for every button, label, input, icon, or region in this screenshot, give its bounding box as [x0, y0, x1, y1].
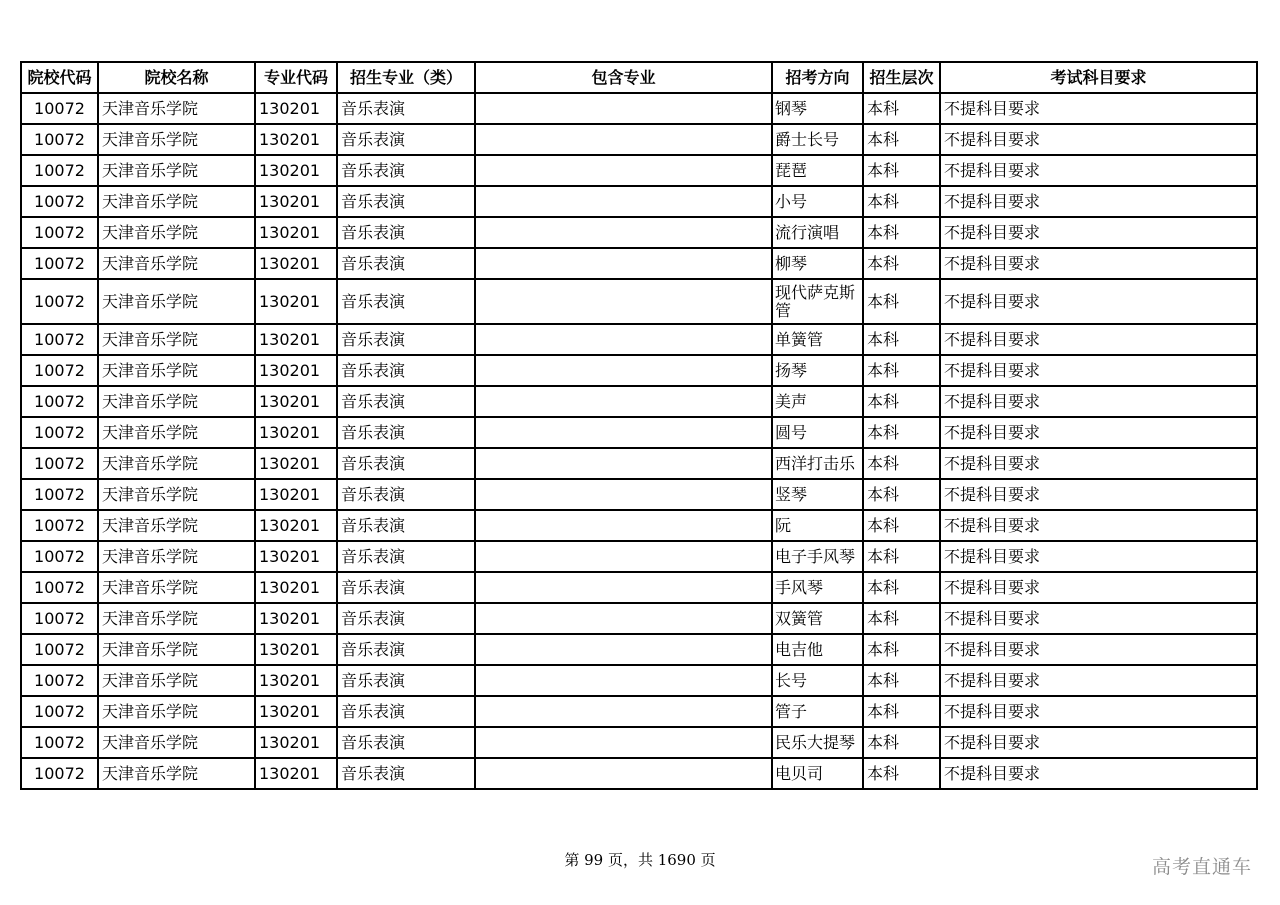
cell-major-name: 音乐表演 — [337, 758, 475, 789]
cell-direction: 扬琴 — [772, 355, 863, 386]
cell-direction: 美声 — [772, 386, 863, 417]
cell-included-majors — [475, 448, 772, 479]
cell-subject-requirement: 不提科目要求 — [940, 634, 1257, 665]
cell-included-majors — [475, 696, 772, 727]
cell-major-name: 音乐表演 — [337, 448, 475, 479]
cell-school-name: 天津音乐学院 — [98, 324, 255, 355]
page-number: 第 99 页，共 1690 页 — [564, 851, 716, 869]
header-row — [21, 62, 1257, 93]
cell-direction: 民乐大提琴 — [772, 727, 863, 758]
cell-subject-requirement: 不提科目要求 — [940, 603, 1257, 634]
cell-major-name: 音乐表演 — [337, 124, 475, 155]
watermark-logo-text: 高考直通车 — [1151, 856, 1252, 878]
cell-school-name: 天津音乐学院 — [98, 248, 255, 279]
cell-major-code: 130201 — [255, 248, 337, 279]
cell-school-code: 10072 — [21, 510, 98, 541]
cell-level: 本科 — [863, 541, 940, 572]
table-row — [21, 696, 1257, 727]
cell-school-code: 10072 — [21, 634, 98, 665]
cell-school-code: 10072 — [21, 696, 98, 727]
cell-level: 本科 — [863, 510, 940, 541]
cell-included-majors — [475, 248, 772, 279]
cell-school-code: 10072 — [21, 758, 98, 789]
table-row — [21, 93, 1257, 124]
cell-included-majors — [475, 155, 772, 186]
cell-direction: 电子手风琴 — [772, 541, 863, 572]
cell-major-name: 音乐表演 — [337, 155, 475, 186]
table-row — [21, 572, 1257, 603]
table-row — [21, 665, 1257, 696]
cell-level: 本科 — [863, 665, 940, 696]
cell-school-code: 10072 — [21, 603, 98, 634]
cell-school-code: 10072 — [21, 417, 98, 448]
cell-major-code: 130201 — [255, 479, 337, 510]
cell-school-name: 天津音乐学院 — [98, 634, 255, 665]
header-level: 招生层次 — [863, 62, 940, 93]
cell-school-name: 天津音乐学院 — [98, 386, 255, 417]
cell-subject-requirement: 不提科目要求 — [940, 386, 1257, 417]
cell-major-name: 音乐表演 — [337, 479, 475, 510]
cell-major-name: 音乐表演 — [337, 186, 475, 217]
cell-direction: 圆号 — [772, 417, 863, 448]
cell-level: 本科 — [863, 355, 940, 386]
table-row — [21, 448, 1257, 479]
cell-level: 本科 — [863, 417, 940, 448]
cell-subject-requirement: 不提科目要求 — [940, 758, 1257, 789]
cell-major-code: 130201 — [255, 279, 337, 324]
cell-included-majors — [475, 417, 772, 448]
cell-major-name: 音乐表演 — [337, 665, 475, 696]
cell-school-code: 10072 — [21, 217, 98, 248]
cell-school-name: 天津音乐学院 — [98, 355, 255, 386]
cell-subject-requirement: 不提科目要求 — [940, 572, 1257, 603]
cell-subject-requirement: 不提科目要求 — [940, 510, 1257, 541]
header-major-name: 招生专业（类） — [337, 62, 475, 93]
cell-subject-requirement: 不提科目要求 — [940, 417, 1257, 448]
cell-level: 本科 — [863, 603, 940, 634]
cell-level: 本科 — [863, 248, 940, 279]
cell-school-code: 10072 — [21, 448, 98, 479]
header-school-code: 院校代码 — [21, 62, 98, 93]
cell-level: 本科 — [863, 324, 940, 355]
table-row — [21, 217, 1257, 248]
cell-major-code: 130201 — [255, 417, 337, 448]
cell-direction: 阮 — [772, 510, 863, 541]
cell-major-code: 130201 — [255, 541, 337, 572]
cell-subject-requirement: 不提科目要求 — [940, 186, 1257, 217]
cell-included-majors — [475, 727, 772, 758]
table-row — [21, 324, 1257, 355]
cell-subject-requirement: 不提科目要求 — [940, 727, 1257, 758]
cell-major-name: 音乐表演 — [337, 603, 475, 634]
table-row — [21, 510, 1257, 541]
cell-included-majors — [475, 634, 772, 665]
cell-level: 本科 — [863, 448, 940, 479]
cell-major-code: 130201 — [255, 634, 337, 665]
cell-subject-requirement: 不提科目要求 — [940, 355, 1257, 386]
table-row — [21, 758, 1257, 789]
cell-major-name: 音乐表演 — [337, 541, 475, 572]
cell-major-code: 130201 — [255, 217, 337, 248]
cell-level: 本科 — [863, 727, 940, 758]
cell-major-name: 音乐表演 — [337, 93, 475, 124]
cell-direction: 爵士长号 — [772, 124, 863, 155]
table-row — [21, 355, 1257, 386]
cell-school-code: 10072 — [21, 386, 98, 417]
cell-school-code: 10072 — [21, 479, 98, 510]
cell-school-name: 天津音乐学院 — [98, 665, 255, 696]
cell-included-majors — [475, 124, 772, 155]
cell-level: 本科 — [863, 696, 940, 727]
cell-subject-requirement: 不提科目要求 — [940, 324, 1257, 355]
cell-level: 本科 — [863, 155, 940, 186]
cell-school-name: 天津音乐学院 — [98, 217, 255, 248]
cell-included-majors — [475, 572, 772, 603]
cell-direction: 流行演唱 — [772, 217, 863, 248]
cell-school-name: 天津音乐学院 — [98, 155, 255, 186]
cell-major-code: 130201 — [255, 727, 337, 758]
cell-included-majors — [475, 217, 772, 248]
cell-included-majors — [475, 186, 772, 217]
cell-direction: 单簧管 — [772, 324, 863, 355]
cell-level: 本科 — [863, 479, 940, 510]
cell-included-majors — [475, 279, 772, 324]
cell-level: 本科 — [863, 217, 940, 248]
table-row — [21, 541, 1257, 572]
cell-subject-requirement: 不提科目要求 — [940, 93, 1257, 124]
cell-subject-requirement: 不提科目要求 — [940, 217, 1257, 248]
header-included-majors: 包含专业 — [475, 62, 772, 93]
cell-level: 本科 — [863, 572, 940, 603]
cell-major-code: 130201 — [255, 510, 337, 541]
cell-major-name: 音乐表演 — [337, 386, 475, 417]
cell-major-code: 130201 — [255, 93, 337, 124]
cell-subject-requirement: 不提科目要求 — [940, 696, 1257, 727]
cell-included-majors — [475, 510, 772, 541]
cell-subject-requirement: 不提科目要求 — [940, 279, 1257, 324]
header-school-name: 院校名称 — [98, 62, 255, 93]
cell-level: 本科 — [863, 634, 940, 665]
cell-direction: 竖琴 — [772, 479, 863, 510]
cell-subject-requirement: 不提科目要求 — [940, 448, 1257, 479]
cell-level: 本科 — [863, 279, 940, 324]
cell-school-name: 天津音乐学院 — [98, 93, 255, 124]
table-row — [21, 155, 1257, 186]
cell-level: 本科 — [863, 93, 940, 124]
enrollment-table — [20, 61, 1258, 790]
cell-major-name: 音乐表演 — [337, 417, 475, 448]
cell-level: 本科 — [863, 386, 940, 417]
cell-major-name: 音乐表演 — [337, 355, 475, 386]
cell-direction: 钢琴 — [772, 93, 863, 124]
cell-included-majors — [475, 93, 772, 124]
cell-major-code: 130201 — [255, 355, 337, 386]
table-row — [21, 479, 1257, 510]
cell-subject-requirement: 不提科目要求 — [940, 665, 1257, 696]
cell-school-code: 10072 — [21, 248, 98, 279]
cell-school-name: 天津音乐学院 — [98, 541, 255, 572]
cell-school-code: 10072 — [21, 93, 98, 124]
cell-school-code: 10072 — [21, 572, 98, 603]
cell-included-majors — [475, 324, 772, 355]
cell-included-majors — [475, 665, 772, 696]
cell-school-code: 10072 — [21, 355, 98, 386]
cell-school-name: 天津音乐学院 — [98, 417, 255, 448]
cell-major-name: 音乐表演 — [337, 634, 475, 665]
cell-major-code: 130201 — [255, 386, 337, 417]
cell-school-code: 10072 — [21, 186, 98, 217]
cell-subject-requirement: 不提科目要求 — [940, 155, 1257, 186]
cell-level: 本科 — [863, 186, 940, 217]
cell-direction: 琵琶 — [772, 155, 863, 186]
cell-major-code: 130201 — [255, 572, 337, 603]
cell-school-code: 10072 — [21, 541, 98, 572]
cell-included-majors — [475, 541, 772, 572]
cell-subject-requirement: 不提科目要求 — [940, 541, 1257, 572]
header-major-code: 专业代码 — [255, 62, 337, 93]
header-direction: 招考方向 — [772, 62, 863, 93]
table-row — [21, 727, 1257, 758]
cell-level: 本科 — [863, 124, 940, 155]
table-row — [21, 386, 1257, 417]
cell-school-name: 天津音乐学院 — [98, 758, 255, 789]
cell-major-name: 音乐表演 — [337, 248, 475, 279]
cell-major-code: 130201 — [255, 603, 337, 634]
cell-school-code: 10072 — [21, 279, 98, 324]
cell-major-code: 130201 — [255, 155, 337, 186]
table-body — [21, 93, 1257, 789]
cell-school-name: 天津音乐学院 — [98, 603, 255, 634]
cell-school-name: 天津音乐学院 — [98, 510, 255, 541]
cell-school-code: 10072 — [21, 324, 98, 355]
table-row — [21, 634, 1257, 665]
table-row — [21, 603, 1257, 634]
cell-direction: 双簧管 — [772, 603, 863, 634]
table-row — [21, 248, 1257, 279]
cell-school-name: 天津音乐学院 — [98, 696, 255, 727]
cell-major-code: 130201 — [255, 696, 337, 727]
cell-major-code: 130201 — [255, 324, 337, 355]
cell-school-code: 10072 — [21, 124, 98, 155]
cell-subject-requirement: 不提科目要求 — [940, 124, 1257, 155]
cell-school-code: 10072 — [21, 155, 98, 186]
cell-major-code: 130201 — [255, 448, 337, 479]
cell-major-code: 130201 — [255, 124, 337, 155]
cell-subject-requirement: 不提科目要求 — [940, 248, 1257, 279]
cell-major-name: 音乐表演 — [337, 217, 475, 248]
cell-major-code: 130201 — [255, 758, 337, 789]
table-row — [21, 279, 1257, 324]
cell-level: 本科 — [863, 758, 940, 789]
cell-direction: 柳琴 — [772, 248, 863, 279]
cell-school-code: 10072 — [21, 665, 98, 696]
cell-school-name: 天津音乐学院 — [98, 186, 255, 217]
cell-major-name: 音乐表演 — [337, 696, 475, 727]
cell-major-name: 音乐表演 — [337, 279, 475, 324]
table-row — [21, 124, 1257, 155]
cell-major-name: 音乐表演 — [337, 324, 475, 355]
cell-school-name: 天津音乐学院 — [98, 572, 255, 603]
cell-included-majors — [475, 758, 772, 789]
cell-major-code: 130201 — [255, 186, 337, 217]
cell-direction: 电吉他 — [772, 634, 863, 665]
cell-direction: 现代萨克斯管 — [772, 279, 863, 324]
cell-school-name: 天津音乐学院 — [98, 727, 255, 758]
cell-direction: 手风琴 — [772, 572, 863, 603]
cell-major-name: 音乐表演 — [337, 572, 475, 603]
cell-included-majors — [475, 386, 772, 417]
cell-included-majors — [475, 479, 772, 510]
cell-direction: 长号 — [772, 665, 863, 696]
table-row — [21, 186, 1257, 217]
cell-school-name: 天津音乐学院 — [98, 448, 255, 479]
cell-major-code: 130201 — [255, 665, 337, 696]
cell-direction: 西洋打击乐 — [772, 448, 863, 479]
cell-school-code: 10072 — [21, 727, 98, 758]
cell-included-majors — [475, 355, 772, 386]
cell-school-name: 天津音乐学院 — [98, 279, 255, 324]
cell-subject-requirement: 不提科目要求 — [940, 479, 1257, 510]
cell-school-name: 天津音乐学院 — [98, 124, 255, 155]
cell-direction: 小号 — [772, 186, 863, 217]
cell-school-name: 天津音乐学院 — [98, 479, 255, 510]
header-subject-requirement: 考试科目要求 — [940, 62, 1257, 93]
cell-direction: 管子 — [772, 696, 863, 727]
table-row — [21, 417, 1257, 448]
cell-included-majors — [475, 603, 772, 634]
cell-major-name: 音乐表演 — [337, 727, 475, 758]
cell-direction: 电贝司 — [772, 758, 863, 789]
cell-major-name: 音乐表演 — [337, 510, 475, 541]
